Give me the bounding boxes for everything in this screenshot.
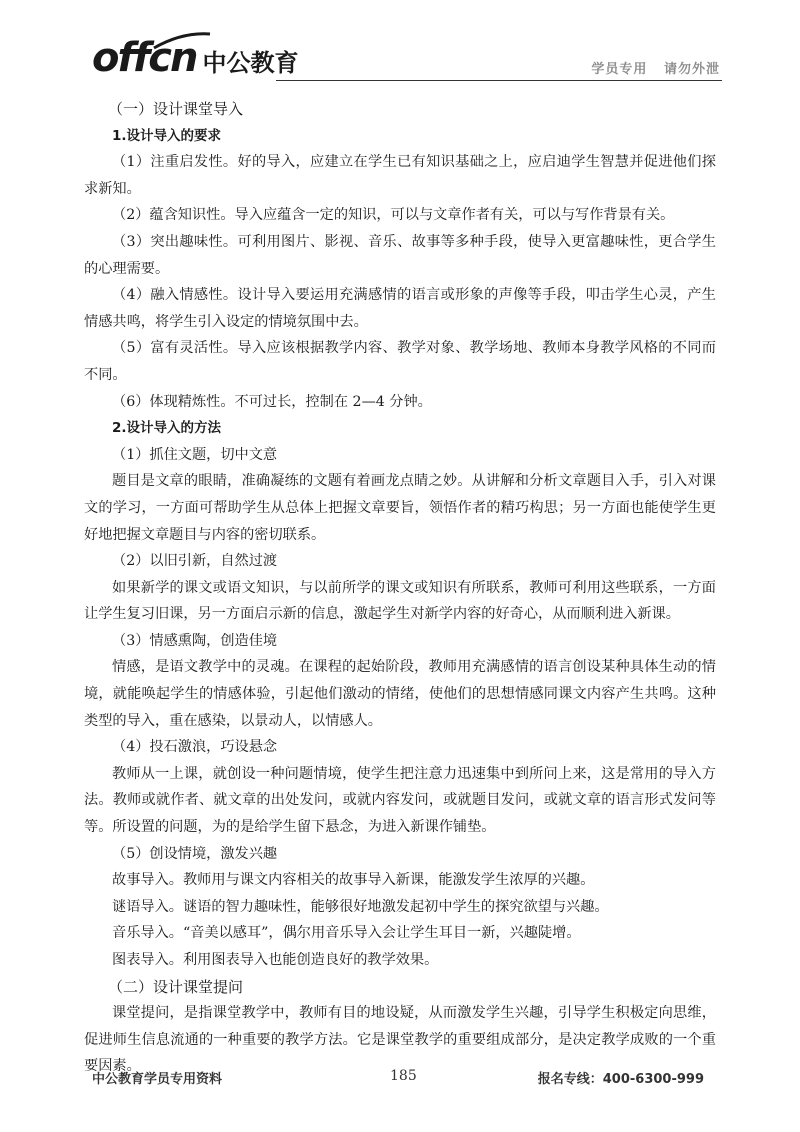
logo-swoosh-icon (152, 30, 212, 50)
subsection-heading: 1.设计导入的要求 (112, 127, 222, 144)
logo-chinese-name: 中公教育 (202, 49, 299, 77)
paragraph: 音乐导入。“音美以感耳”，偶尔用音乐导入会让学生耳目一新，兴趣陡增。 (112, 925, 581, 942)
paragraph: （5）富有灵活性。导入应该根据教学内容、教学对象、教学场地、教师本身教学风格的不同而不同。 (84, 340, 716, 383)
footer-source: 中公教育学员专用资料 (92, 1072, 223, 1087)
paragraph: （5）创设情境，激发兴趣 (112, 845, 278, 862)
paragraph: （6）体现精炼性。不可过长，控制在 2—4 分钟。 (112, 393, 432, 410)
paragraph: 题目是文章的眼睛，准确凝练的文题有着画龙点睛之妙。从讲解和分析文章题目入手，引入对课文的学习，一方面可帮助学生从总体上把握文章要旨，领悟作者的精巧构思；另一方面也能使学生更好地把握文章题目与内容的密切联系。 (84, 473, 716, 543)
footer-hotline: 报名专线：400-6300-999 (537, 1072, 704, 1087)
paragraph: （4）融入情感性。设计导入要运用充满感情的语言或形象的声像等手段，叩击学生心灵，产生情感共鸣，将学生引入设定的情境氛围中去。 (84, 287, 716, 330)
paragraph: （3）情感熏陶，创造佳境 (112, 632, 278, 649)
paragraph: 课堂提问，是指课堂教学中，教师有目的地设疑，从而激发学生兴趣，引导学生积极定向思维，促进师生信息流通的一种重要的教学方法。它是课堂教学的重要组成部分，是决定教学成败的一个重要因素。 (84, 1005, 716, 1075)
page-header (0, 0, 800, 90)
header-divider (276, 80, 722, 81)
document-body (84, 96, 716, 1080)
paragraph: （4）投石激浪，巧设悬念 (112, 739, 278, 756)
subsection-heading: 2.设计导入的方法 (112, 420, 222, 437)
offcn-logo (92, 35, 299, 81)
paragraph: （1）抓住文题，切中文意 (112, 446, 278, 463)
paragraph: （2）蕴含知识性。导入应蕴含一定的知识，可以与文章作者有关，可以与写作背景有关。 (112, 207, 675, 224)
page-number: 185 (390, 1068, 417, 1084)
paragraph: 谜语导入。谜语的智力趣味性，能够很好地激发起初中学生的探究欲望与兴趣。 (112, 898, 609, 915)
paragraph: 图表导入。利用图表导入也能创造良好的教学效果。 (112, 952, 439, 968)
section-heading: （一）设计课堂导入 (108, 100, 244, 118)
paragraph: 故事导入。教师用与课文内容相关的故事导入新课，能激发学生浓厚的兴趣。 (112, 872, 595, 889)
confidential-tag: 学员专用 请勿外泄 (591, 62, 720, 77)
paragraph: 教师从一上课，就创设一种问题情境，使学生把注意力迅速集中到所问上来，这是常用的导入方法。教师或就作者、就文章的出处发问，或就内容发问，或就题目发问，或就文章的语言形式发问等等。所设置的问题，为的是给学生留下悬念，为进入新课作铺垫。 (84, 765, 716, 836)
paragraph: （1）注重启发性。好的导入，应建立在学生已有知识基础之上，应启迪学生智慧并促进他们探求新知。 (84, 154, 716, 197)
section-heading: （二）设计课堂提问 (108, 977, 244, 996)
page-footer (92, 1068, 704, 1092)
paragraph: （3）突出趣味性。可利用图片、影视、音乐、故事等多种手段，使导入更富趣味性，更合学生的心理需要。 (84, 233, 716, 277)
paragraph: （2）以旧引新，自然过渡 (112, 553, 278, 570)
paragraph: 情感，是语文教学中的灵魂。在课程的起始阶段，教师用充满感情的语言创设某种具体生动的情境，就能唤起学生的情感体验，引起他们激动的情绪，使他们的思想情感同课文内容产生共鸣。这种类型的导入，重在感染，以景动人，以情感人。 (84, 659, 716, 729)
logo-wordmark: offcn (92, 35, 197, 81)
paragraph: 如果新学的课文或语文知识，与以前所学的课文或知识有所联系，教师可利用这些联系，一方面让学生复习旧课，另一方面启示新的信息，激起学生对新学内容的好奇心，从而顺利进入新课。 (84, 579, 716, 623)
